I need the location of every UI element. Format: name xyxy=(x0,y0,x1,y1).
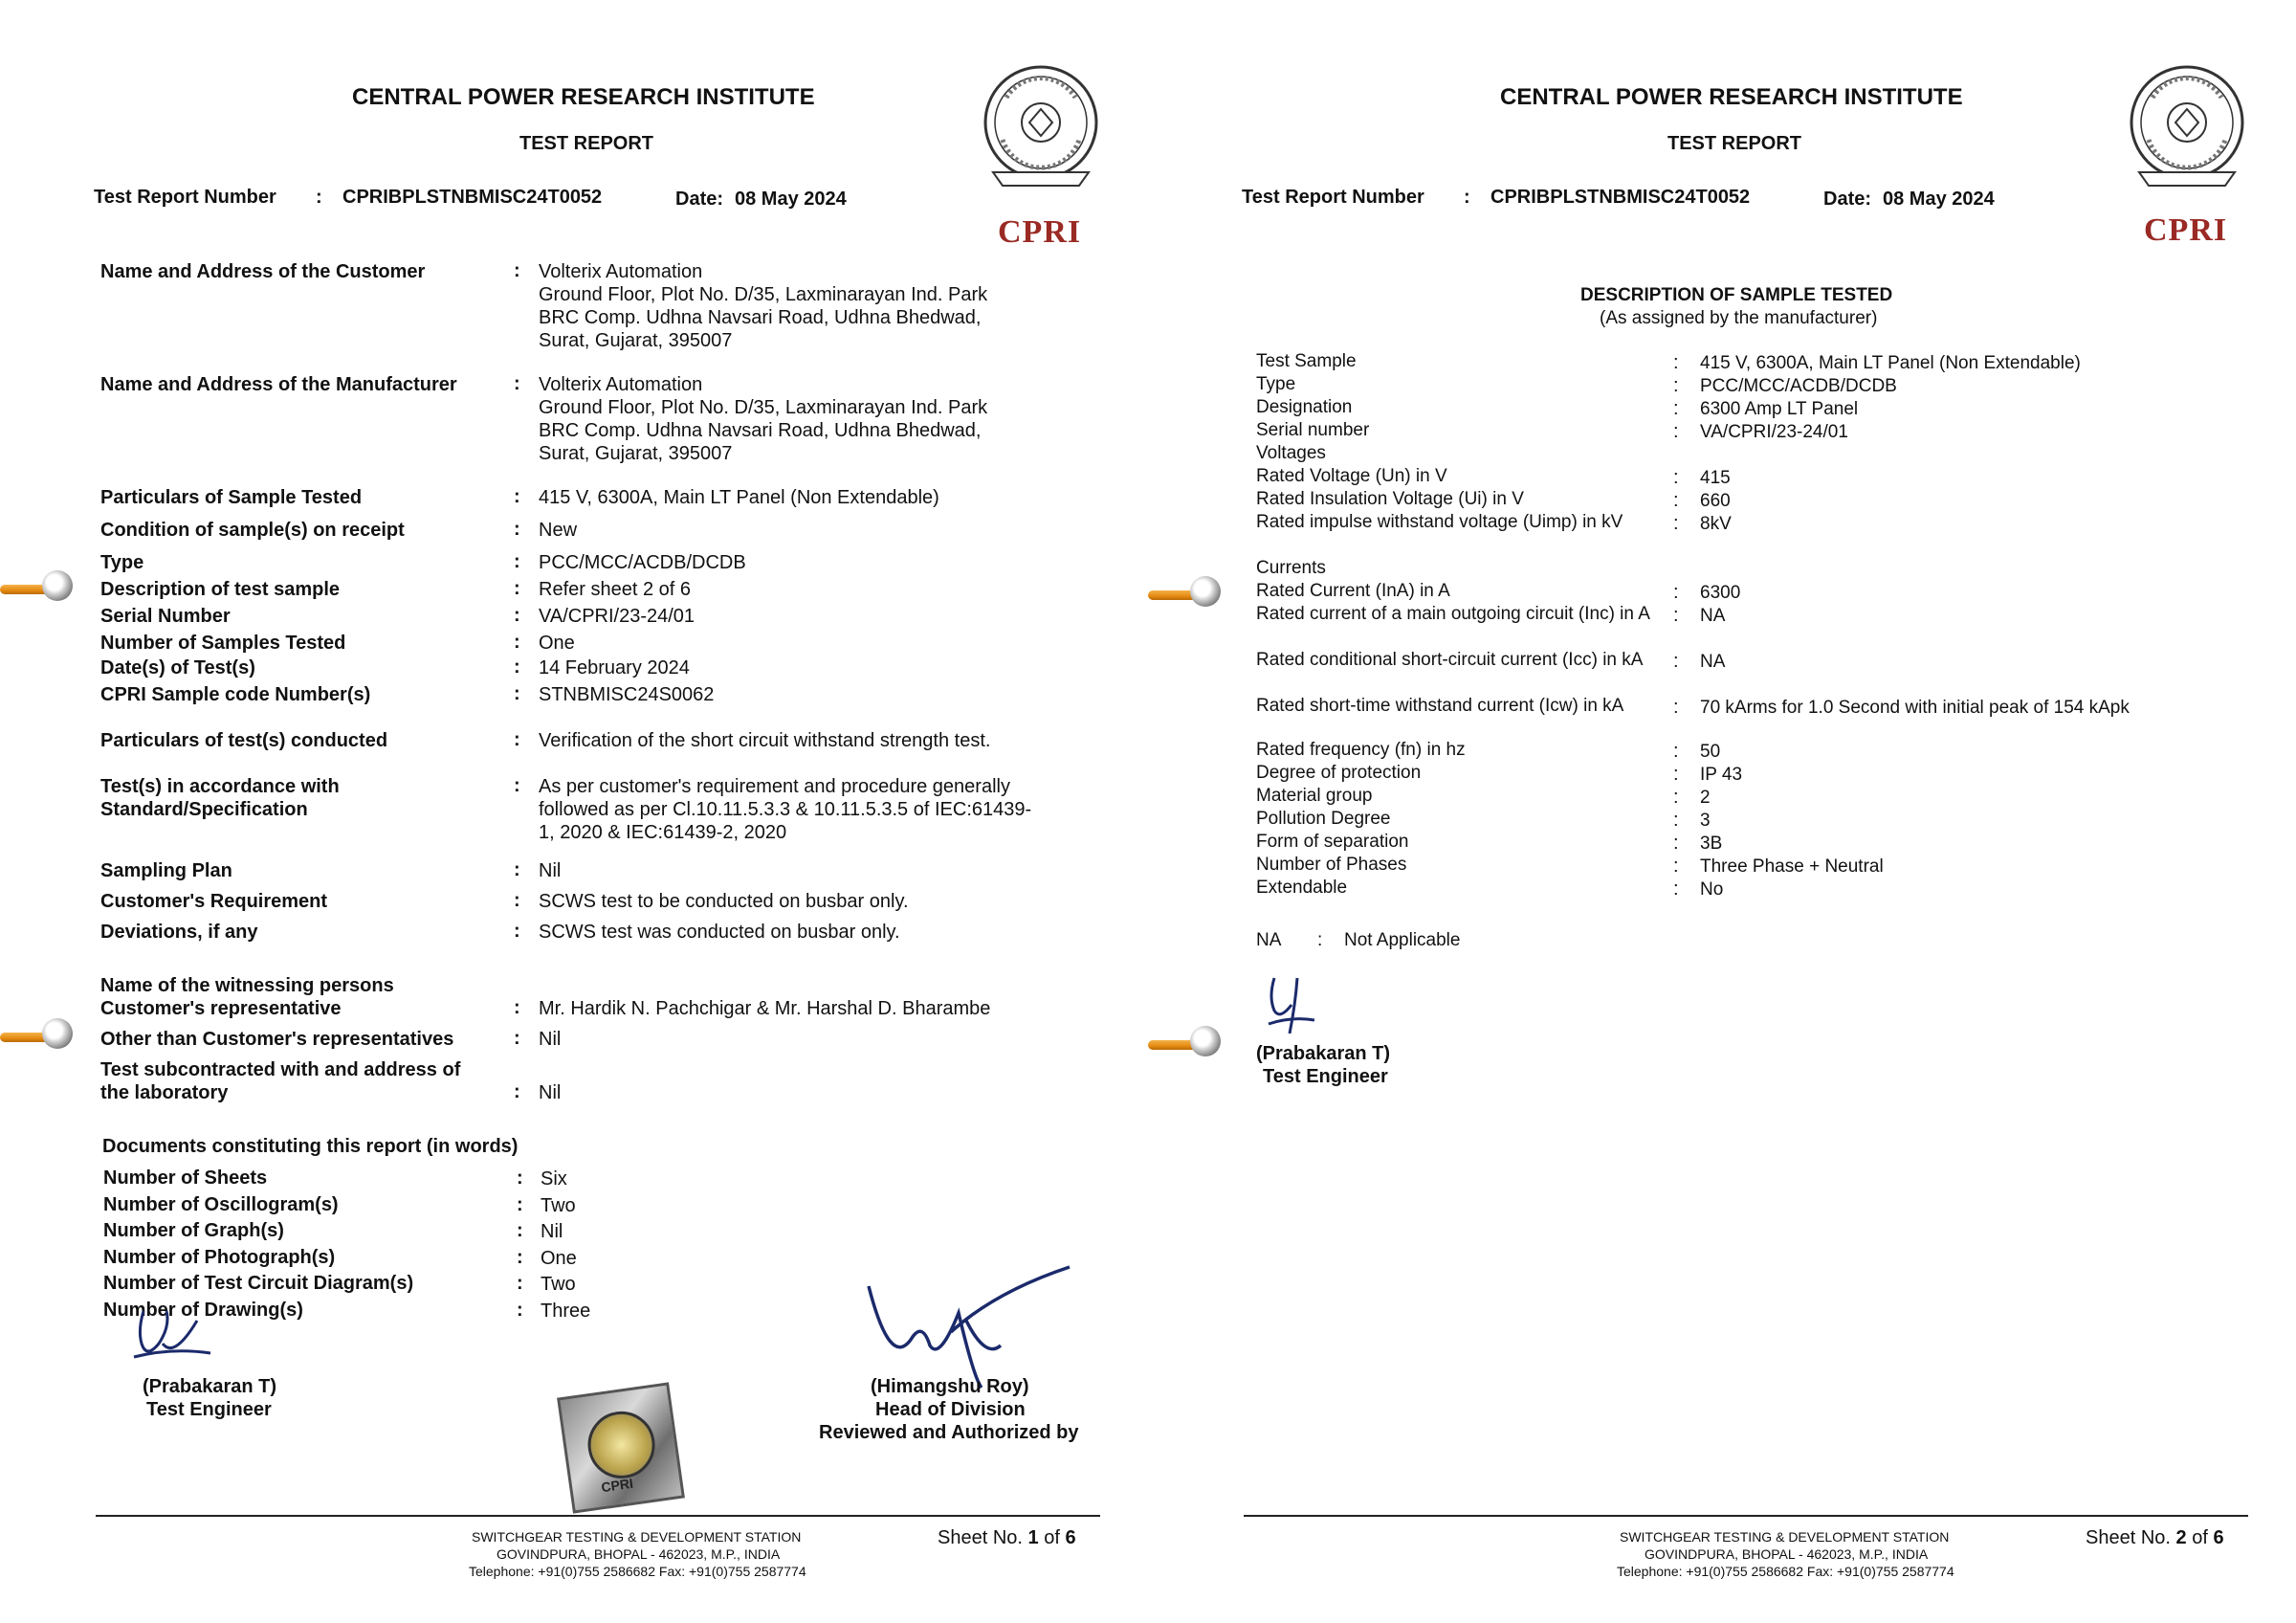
field-label-line: CPRI Sample code Number(s) xyxy=(100,684,371,705)
field-colon: : xyxy=(514,578,520,599)
hod-role: Reviewed and Authorized by xyxy=(819,1422,1079,1443)
field-value xyxy=(539,859,561,882)
engineer-name: (Prabakaran T) xyxy=(1256,1043,1391,1064)
field-value xyxy=(539,890,909,913)
report-title: TEST REPORT xyxy=(1667,133,1802,154)
sheet-number xyxy=(2086,1527,2224,1549)
field-value xyxy=(539,578,691,601)
binder-hole xyxy=(42,570,73,601)
document-colon: : xyxy=(517,1220,523,1241)
report-date: 08 May 2024 xyxy=(735,189,847,210)
field-label xyxy=(100,921,258,944)
note-text: Not Applicable xyxy=(1344,930,1461,950)
field-label xyxy=(100,974,394,1020)
field-label-line: Deviations, if any xyxy=(100,922,258,943)
field-label xyxy=(100,605,231,628)
sheet-number-label: Sheet No. xyxy=(938,1527,1023,1548)
hologram-text: CPRI xyxy=(600,1475,634,1496)
field-value-line: SCWS test to be conducted on busbar only. xyxy=(539,891,909,912)
field-value xyxy=(539,921,900,944)
field-label xyxy=(100,729,387,752)
field-label xyxy=(100,890,327,913)
spec-colon: : xyxy=(1673,398,1679,419)
field-value-line: Surat, Gujarat, 395007 xyxy=(539,443,733,464)
field-value xyxy=(539,519,577,542)
field-value-line: Surat, Gujarat, 395007 xyxy=(539,330,733,351)
footer-rule xyxy=(96,1515,1100,1517)
sheet-number-value: 1 xyxy=(1027,1527,1039,1548)
field-value-line: Ground Floor, Plot No. D/35, Laxminarayan Ind. Park xyxy=(539,284,988,305)
report-number-label: Test Report Number xyxy=(1242,187,1424,208)
field-value-line: SCWS test was conducted on busbar only. xyxy=(539,922,900,943)
footer-station: SWITCHGEAR TESTING & DEVELOPMENT STATION xyxy=(472,1529,802,1545)
description-title: DESCRIPTION OF SAMPLE TESTED xyxy=(1580,285,1893,305)
spec-label: Rated Insulation Voltage (Ui) in V xyxy=(1256,489,1524,509)
spec-label: Type xyxy=(1256,374,1296,394)
sheet-number-label: Sheet No. xyxy=(2086,1527,2171,1548)
spec-value: 3 xyxy=(1700,811,1711,831)
spec-label: Test Sample xyxy=(1256,351,1357,371)
footer-rule xyxy=(1244,1515,2248,1517)
document-label: Number of Test Circuit Diagram(s) xyxy=(103,1273,414,1294)
footer-station: SWITCHGEAR TESTING & DEVELOPMENT STATION xyxy=(1620,1529,1950,1545)
spec-value: IP 43 xyxy=(1700,765,1743,785)
sheet-number-value: 2 xyxy=(2175,1527,2187,1548)
spec-value: 6300 Amp LT Panel xyxy=(1700,399,1859,419)
field-label-line: Description of test sample xyxy=(100,579,341,600)
field-value xyxy=(539,683,714,706)
field-value xyxy=(539,729,990,752)
field-colon: : xyxy=(514,605,520,626)
sheet-number-of: of xyxy=(1044,1527,1060,1548)
footer-phone: Telephone: +91(0)755 2586682 Fax: +91(0)755 2587774 xyxy=(1617,1564,1954,1579)
spec-value: 415 V, 6300A, Main LT Panel (Non Extendable) xyxy=(1700,353,2081,373)
field-label xyxy=(100,632,345,655)
spec-label: Rated Voltage (Un) in V xyxy=(1256,466,1447,486)
binder-hole xyxy=(42,1018,73,1049)
field-value-line: VA/CPRI/23-24/01 xyxy=(539,606,695,627)
field-label-line: Serial Number xyxy=(100,606,231,627)
note-colon: : xyxy=(1317,930,1323,950)
report-number: CPRIBPLSTNBMISC24T0052 xyxy=(1490,187,1751,208)
cpri-wordmark: CPRI xyxy=(2144,212,2228,248)
sheet-number-total: 6 xyxy=(2213,1527,2224,1548)
spec-value: NA xyxy=(1700,652,1726,672)
spec-value: NA xyxy=(1700,606,1726,626)
institute-name: CENTRAL POWER RESEARCH INSTITUTE xyxy=(352,84,815,110)
field-label-line: Other than Customer's representatives xyxy=(100,1029,454,1050)
field-value-line: BRC Comp. Udhna Navsari Road, Udhna Bhedwad, xyxy=(539,307,982,328)
spec-value: No xyxy=(1700,879,1724,900)
field-label xyxy=(100,486,362,509)
field-value xyxy=(539,656,690,679)
field-value-line: Verification of the short circuit withstand strength test. xyxy=(539,730,991,751)
spec-colon: : xyxy=(1673,764,1679,785)
field-label-line: Type xyxy=(100,552,144,573)
cpri-seal-icon xyxy=(974,59,1108,193)
field-label xyxy=(100,260,425,283)
field-value-line: STNBMISC24S0062 xyxy=(539,684,715,705)
field-value xyxy=(539,1081,561,1104)
spec-colon: : xyxy=(1673,490,1679,511)
field-label-line: the laboratory xyxy=(100,1082,229,1103)
field-value xyxy=(539,260,987,352)
spec-label: Form of separation xyxy=(1256,832,1409,852)
spec-colon: : xyxy=(1673,582,1679,603)
spec-value: VA/CPRI/23-24/01 xyxy=(1700,422,1848,442)
field-label-line: Name of the witnessing persons xyxy=(100,975,394,996)
field-label xyxy=(100,859,232,882)
spec-label: Rated impulse withstand voltage (Uimp) in kV xyxy=(1256,512,1623,532)
spec-colon: : xyxy=(1673,651,1679,672)
document-value: Six xyxy=(541,1168,567,1189)
field-label xyxy=(100,656,255,679)
field-colon: : xyxy=(514,921,520,942)
cpri-wordmark: CPRI xyxy=(998,214,1082,250)
field-colon: : xyxy=(514,1028,520,1049)
field-label-line: Particulars of Sample Tested xyxy=(100,487,363,508)
engineer-signature-icon xyxy=(1253,967,1349,1043)
field-label-line: Condition of sample(s) on receipt xyxy=(100,520,405,541)
engineer-title: Test Engineer xyxy=(1263,1066,1388,1087)
field-value xyxy=(539,551,746,574)
field-colon: : xyxy=(514,260,520,281)
spec-colon: : xyxy=(1673,741,1679,762)
field-colon: : xyxy=(514,1081,520,1102)
engineer-title: Test Engineer xyxy=(146,1399,272,1420)
footer-phone: Telephone: +91(0)755 2586682 Fax: +91(0)755 2587774 xyxy=(469,1564,806,1579)
sheet-2 xyxy=(1148,0,2296,1623)
report-number-colon: : xyxy=(316,187,322,208)
field-label-line: Test subcontracted with and address of xyxy=(100,1059,461,1080)
report-date: 08 May 2024 xyxy=(1883,189,1995,210)
field-label xyxy=(100,551,144,574)
field-value xyxy=(539,605,695,628)
footer-address: GOVINDPURA, BHOPAL - 462023, M.P., INDIA xyxy=(497,1546,781,1562)
spec-colon: : xyxy=(1673,352,1679,373)
field-value-line: As per customer's requirement and procedure generally xyxy=(539,776,1010,797)
field-colon: : xyxy=(514,519,520,540)
field-label xyxy=(100,578,340,601)
field-label xyxy=(100,1028,453,1051)
field-value-line: Mr. Hardik N. Pachchigar & Mr. Harshal D. Bharambe xyxy=(539,998,991,1019)
spec-value: 6300 xyxy=(1700,583,1741,603)
field-label-line: Name and Address of the Customer xyxy=(100,261,426,282)
field-value-line: PCC/MCC/ACDB/DCDB xyxy=(539,552,746,573)
document-colon: : xyxy=(517,1167,523,1189)
spec-colon: : xyxy=(1673,421,1679,442)
spec-label: Degree of protection xyxy=(1256,763,1422,783)
spec-colon: : xyxy=(1673,375,1679,396)
hod-title: Head of Division xyxy=(875,1399,1026,1420)
spec-colon: : xyxy=(1673,513,1679,534)
field-value xyxy=(539,486,939,509)
field-colon: : xyxy=(514,775,520,796)
spec-label: Extendable xyxy=(1256,878,1348,898)
field-label xyxy=(100,683,370,706)
field-label-line: Customer's representative xyxy=(100,998,342,1019)
field-label xyxy=(100,1058,460,1104)
spec-label: Rated conditional short-circuit current (Icc) in kA xyxy=(1256,650,1644,670)
field-value xyxy=(539,775,1031,844)
document-label: Number of Photograph(s) xyxy=(103,1246,336,1268)
document-label: Number of Graph(s) xyxy=(103,1220,284,1241)
spec-value: 70 kArms for 1.0 Second with initial peak of 154 kApk xyxy=(1700,698,2130,718)
spec-value: 3B xyxy=(1700,834,1723,854)
field-colon: : xyxy=(514,683,520,704)
field-colon: : xyxy=(514,486,520,507)
spec-colon: : xyxy=(1673,856,1679,877)
spec-value: Three Phase + Neutral xyxy=(1700,856,1884,877)
spec-value: 415 xyxy=(1700,468,1731,488)
date-label: Date: xyxy=(1823,189,1872,210)
field-colon: : xyxy=(514,859,520,880)
description-subtitle: (As assigned by the manufacturer) xyxy=(1600,308,1878,328)
binder-hole xyxy=(1190,576,1221,607)
document-colon: : xyxy=(517,1246,523,1268)
spec-value: 8kV xyxy=(1700,514,1732,534)
spec-colon: : xyxy=(1673,810,1679,831)
spec-value: 50 xyxy=(1700,742,1721,762)
sheet-number xyxy=(938,1527,1076,1549)
document-label: Number of Oscillogram(s) xyxy=(103,1193,339,1215)
document-label: Number of Drawing(s) xyxy=(103,1299,303,1321)
report-number: CPRIBPLSTNBMISC24T0052 xyxy=(342,187,603,208)
cpri-seal-icon xyxy=(2120,59,2254,193)
field-value-line: Nil xyxy=(539,1082,562,1103)
field-label-line: Number of Samples Tested xyxy=(100,633,346,654)
field-value-line: Volterix Automation xyxy=(539,374,703,395)
spec-colon: : xyxy=(1673,833,1679,854)
footer-address: GOVINDPURA, BHOPAL - 462023, M.P., INDIA xyxy=(1645,1546,1929,1562)
field-value-line: 14 February 2024 xyxy=(539,657,690,678)
date-label: Date: xyxy=(675,189,724,210)
field-value-line: Nil xyxy=(539,860,562,881)
field-colon: : xyxy=(514,373,520,394)
field-value-line: Nil xyxy=(539,1029,562,1050)
field-value xyxy=(539,997,990,1020)
field-colon: : xyxy=(514,632,520,653)
field-label-line: Customer's Requirement xyxy=(100,891,328,912)
engineer-name: (Prabakaran T) xyxy=(143,1376,277,1397)
spec-value: PCC/MCC/ACDB/DCDB xyxy=(1700,376,1897,396)
spec-colon: : xyxy=(1673,467,1679,488)
engineer-signature-icon xyxy=(115,1301,239,1378)
field-colon: : xyxy=(514,656,520,678)
document-colon: : xyxy=(517,1299,523,1321)
field-label-line: Test(s) in accordance with xyxy=(100,776,340,797)
spec-value: 660 xyxy=(1700,491,1731,511)
spec-label: Rated Current (InA) in A xyxy=(1256,581,1450,601)
field-value-line: One xyxy=(539,633,575,654)
field-colon: : xyxy=(514,997,520,1018)
field-value xyxy=(539,1028,561,1051)
hod-name: (Himangshu Roy) xyxy=(871,1376,1029,1397)
spec-label: Voltages xyxy=(1256,443,1326,463)
hologram-sticker xyxy=(557,1382,685,1513)
field-label-line: Name and Address of the Manufacturer xyxy=(100,374,457,395)
spec-colon: : xyxy=(1673,605,1679,626)
sheet-number-total: 6 xyxy=(1065,1527,1076,1548)
document-value: One xyxy=(541,1247,577,1269)
field-value-line: followed as per Cl.10.11.5.3.3 & 10.11.5.3.5 of IEC:61439- xyxy=(539,799,1032,820)
field-label-line: Particulars of test(s) conducted xyxy=(100,730,388,751)
document-colon: : xyxy=(517,1193,523,1215)
field-value xyxy=(539,373,987,465)
field-value-line: Volterix Automation xyxy=(539,261,703,282)
field-colon: : xyxy=(514,890,520,911)
spec-value: 2 xyxy=(1700,788,1711,808)
report-number-colon: : xyxy=(1464,187,1470,208)
field-label-line: Date(s) of Test(s) xyxy=(100,657,255,678)
field-label xyxy=(100,775,340,821)
spec-colon: : xyxy=(1673,697,1679,718)
field-value-line: Refer sheet 2 of 6 xyxy=(539,579,691,600)
field-label xyxy=(100,519,405,542)
spec-label: Material group xyxy=(1256,786,1373,806)
spec-label: Currents xyxy=(1256,558,1326,578)
spec-label: Number of Phases xyxy=(1256,855,1407,875)
field-label-line: Sampling Plan xyxy=(100,860,232,881)
spec-label: Serial number xyxy=(1256,420,1370,440)
field-colon: : xyxy=(514,551,520,572)
hologram-seal-icon xyxy=(584,1407,659,1482)
report-title: TEST REPORT xyxy=(519,133,654,154)
document-value: Three xyxy=(541,1300,591,1322)
document-value: Two xyxy=(541,1274,576,1295)
spec-label: Rated current of a main outgoing circuit (Inc) in A xyxy=(1256,604,1650,624)
spec-label: Rated short-time withstand current (Icw) in kA xyxy=(1256,696,1624,716)
field-value-line: 415 V, 6300A, Main LT Panel (Non Extendable) xyxy=(539,487,939,508)
field-value-line: 1, 2020 & IEC:61439-2, 2020 xyxy=(539,822,787,843)
document-value: Two xyxy=(541,1194,576,1216)
field-colon: : xyxy=(514,729,520,750)
document-label: Number of Sheets xyxy=(103,1167,268,1189)
report-number-label: Test Report Number xyxy=(94,187,276,208)
field-value-line: BRC Comp. Udhna Navsari Road, Udhna Bhedwad, xyxy=(539,420,982,441)
binder-hole xyxy=(1190,1026,1221,1056)
field-value-line: New xyxy=(539,520,578,541)
documents-title: Documents constituting this report (in words) xyxy=(102,1136,519,1157)
spec-label: Rated frequency (fn) in hz xyxy=(1256,740,1466,760)
note-abbr: NA xyxy=(1256,930,1282,950)
field-value xyxy=(539,632,575,655)
spec-colon: : xyxy=(1673,787,1679,808)
institute-name: CENTRAL POWER RESEARCH INSTITUTE xyxy=(1500,84,1963,110)
field-label-line: Standard/Specification xyxy=(100,799,308,820)
field-value-line: Ground Floor, Plot No. D/35, Laxminarayan Ind. Park xyxy=(539,397,988,418)
spec-colon: : xyxy=(1673,878,1679,900)
document-colon: : xyxy=(517,1273,523,1294)
spec-label: Pollution Degree xyxy=(1256,809,1391,829)
document-value: Nil xyxy=(541,1221,563,1242)
spec-label: Designation xyxy=(1256,397,1353,417)
field-label xyxy=(100,373,457,396)
sheet-number-of: of xyxy=(2192,1527,2208,1548)
